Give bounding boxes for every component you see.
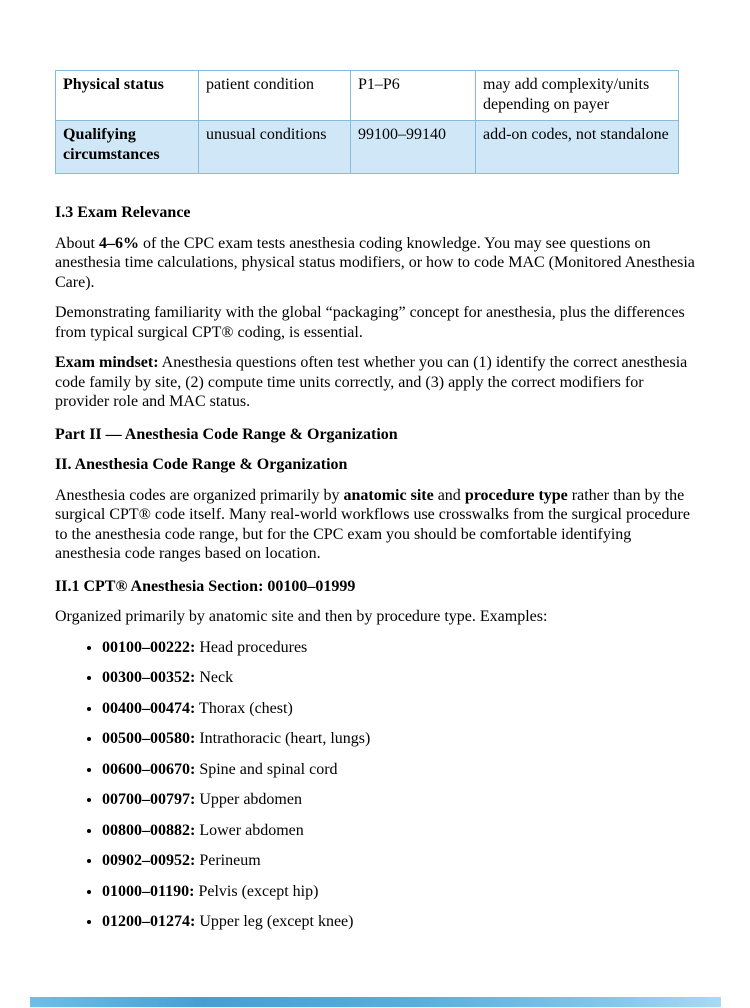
text-run-bold: anatomic site [343,486,434,504]
anesthesia-modifier-table [55,70,679,174]
code-range: 01200–01274: [102,913,196,930]
code-range: 00400–00474: [102,699,196,717]
paragraph-packaging: Demonstrating familiarity with the global “packaging” concept for anesthesia, plus the differences from typical surgical CPT® coding, is essential. [55,304,685,341]
code-label: Upper leg (except knee) [195,913,354,930]
list-item-intrathoracic [102,729,700,749]
text-run-bold: Exam mindset: [55,354,159,371]
text-run: About [55,234,99,252]
list-item-pelvis [102,882,700,902]
code-label: Spine and spinal cord [195,760,338,778]
list-item-head [102,638,700,658]
table-cell: Physical status [56,71,199,121]
table-row-physical-status [56,71,679,121]
paragraph-exam-relevance [55,234,700,293]
table-cell: unusual conditions [199,121,351,174]
table-cell: 99100–99140 [351,121,476,174]
paragraph-examples-intro: Organized primarily by anatomic site and then by procedure type. Examples: [55,608,548,625]
list-item-neck [102,668,700,688]
code-label: Head procedures [195,638,308,656]
heading-section-ii: II. Anesthesia Code Range & Organization [55,456,348,473]
code-range: 00700–00797: [102,791,196,808]
text-run-bold: procedure type [464,486,568,504]
table-row-qualifying-circumstances [56,121,679,174]
heading-exam-relevance: I.3 Exam Relevance [55,204,191,221]
table-cell: add-on codes, not standalone [476,121,679,174]
list-item-lower-abdomen [102,821,700,841]
text-run: Anesthesia codes are organized primarily by [55,486,344,504]
heading-part-ii: Part II — Anesthesia Code Range & Organization [55,425,398,443]
code-range: 00600–00670: [102,760,196,778]
page-content [55,70,700,932]
code-range: 00300–00352: [102,669,196,686]
text-run: rather than by the surgical CPT® code itself. Many real-world workflows use crosswalks from the surgical procedure to the anesthesia code range, but for the CPC exam you should be comfortable identifying anesthesia code ranges based on location. [55,486,690,562]
paragraph-code-organization [55,486,700,564]
table-cell: patient condition [199,71,351,121]
code-range: 00800–00882: [102,821,196,839]
list-item-thorax [102,699,700,719]
text-run: Anesthesia questions often test whether you can (1) identify the correct anesthesia code family by site, (2) compute time units correctly, and (3) apply the correct modifiers for provider role and MAC status. [55,354,688,410]
code-label: Intrathoracic (heart, lungs) [195,730,371,747]
list-item-upper-leg [102,912,700,932]
code-label: Pelvis (except hip) [194,882,319,900]
text-run-bold: 4–6% [99,234,139,252]
table-cell: P1–P6 [351,71,476,121]
next-page-table-edge [30,997,721,1007]
code-label: Lower abdomen [195,821,304,839]
table-cell: may add complexity/units depending on payer [476,71,679,121]
code-range-list [55,638,700,932]
code-label: Perineum [195,852,261,869]
list-item-perineum [102,851,700,871]
paragraph-exam-mindset [55,353,700,412]
list-item-upper-abdomen [102,790,700,810]
text-run: and [433,486,465,504]
code-range: 01000–01190: [102,882,195,900]
code-range: 00100–00222: [102,638,196,656]
text-run: of the CPC exam tests anesthesia coding knowledge. You may see questions on anesthesia time calculations, physical status modifiers, or how to code MAC (Monitored Anesthesia Care). [55,234,695,291]
code-label: Upper abdomen [195,791,302,808]
code-label: Neck [195,669,234,686]
code-label: Thorax (chest) [195,699,293,717]
heading-section-ii1: II.1 CPT® Anesthesia Section: 00100–01999 [55,577,356,595]
code-range: 00902–00952: [102,852,196,869]
list-item-spine [102,760,700,780]
code-range: 00500–00580: [102,730,196,747]
table-cell: Qualifying circumstances [56,121,199,174]
